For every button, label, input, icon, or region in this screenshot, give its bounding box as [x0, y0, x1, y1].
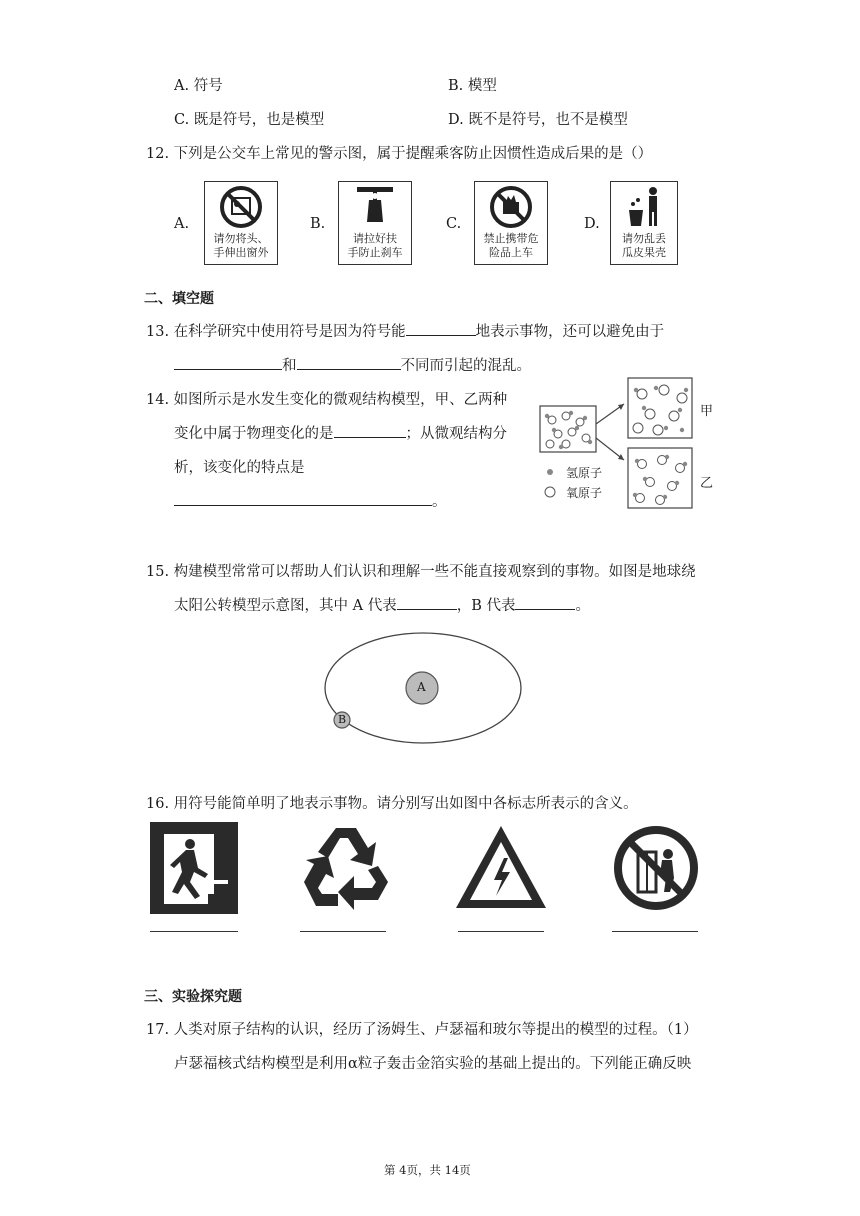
q13-text-1b: 地表示事物，还可以避免由于 — [475, 324, 665, 340]
q14-line-4 — [174, 490, 447, 511]
q11-option-d: D. 既不是符号，也不是模型 — [448, 112, 628, 128]
earth-orbit-diagram — [320, 630, 526, 754]
q12-letter-b: B. — [310, 216, 326, 232]
q13-text-2a: 和 — [282, 358, 297, 374]
electric-hazard-sign — [452, 822, 550, 912]
q13-text-1a: 13. 在科学研究中使用符号是因为符号能 — [146, 324, 406, 340]
answer-line-2[interactable] — [300, 930, 386, 932]
q14-line-3: 析，该变化的特点是 — [174, 460, 305, 476]
q13-line-2 — [174, 354, 531, 375]
sign-d-caption-1: 请勿乱丢 — [622, 232, 666, 245]
legend-oxygen-label: 氧原子 — [566, 486, 603, 500]
legend-hydrogen-label: 氢原子 — [566, 466, 603, 480]
q13-blank-2[interactable] — [174, 368, 282, 370]
q13-blank-3[interactable] — [297, 368, 401, 370]
sign-a-caption-1: 请勿将头、 — [213, 232, 269, 245]
q15-text-2b: ，B 代表 — [456, 598, 516, 614]
sign-c-caption-1: 禁止携带危 — [483, 232, 539, 245]
q11-option-c: C. 既是符号，也是模型 — [174, 112, 325, 128]
answer-line-1[interactable] — [150, 930, 238, 932]
no-leaning-icon — [612, 824, 700, 912]
label-jia: 甲 — [700, 404, 714, 419]
q13-line-1 — [146, 320, 664, 341]
water-change-diagram — [538, 376, 724, 512]
no-head-out-sign — [204, 181, 278, 265]
q11-option-a: A. 符号 — [174, 78, 223, 94]
q15-blank-a[interactable] — [397, 608, 457, 610]
sign-b-caption-2: 手防止刹车 — [347, 246, 403, 259]
q12-letter-a: A. — [174, 216, 190, 232]
hold-handrail-sign — [338, 181, 412, 265]
q12-letter-d: D. — [584, 216, 600, 232]
answer-line-3[interactable] — [458, 930, 544, 932]
high-voltage-icon — [452, 822, 550, 912]
no-dangerous-goods-icon — [475, 182, 547, 232]
recycle-icon — [298, 822, 394, 914]
q12-stem: 12. 下列是公交车上常见的警示图，属于提醒乘客防止因惯性造成后果的是（） — [146, 146, 653, 162]
recycle-sign — [298, 822, 394, 914]
q15-line-1: 15. 构建模型常常可以帮助人们认识和理解一些不能直接观察到的事物。如图是地球绕 — [146, 564, 696, 580]
earth-label-b: B — [338, 713, 347, 726]
handrail-icon — [339, 182, 411, 232]
emergency-exit-sign — [150, 822, 238, 914]
q15-blank-b[interactable] — [515, 608, 575, 610]
sign-c-caption-2: 险品上车 — [489, 246, 533, 259]
q15-text-2c: 。 — [575, 598, 590, 614]
q14-text-2a: 变化中属于物理变化的是 — [174, 426, 334, 442]
q13-text-2b: 不同而引起的混乱。 — [400, 358, 531, 374]
q14-blank-2[interactable] — [174, 504, 432, 506]
page-footer: 第 4页，共 14页 — [384, 1163, 471, 1177]
label-yi: 乙 — [700, 476, 714, 491]
trash-bin-icon — [611, 182, 677, 232]
q15-line-2 — [174, 594, 590, 615]
section-2-heading: 二、填空题 — [144, 291, 214, 307]
q15-text-2a: 太阳公转模型示意图，其中 A 代表 — [174, 598, 397, 614]
sign-b-caption-1: 请拉好扶 — [353, 232, 397, 245]
q16-stem: 16. 用符号能简单明了地表示事物。请分别写出如图中各标志所表示的含义。 — [146, 796, 638, 812]
no-head-out-icon — [205, 182, 277, 232]
no-dangerous-goods-sign — [474, 181, 548, 265]
sun-label-a: A — [417, 680, 426, 694]
no-littering-sign — [610, 181, 678, 265]
q11-option-b: B. 模型 — [448, 78, 497, 94]
q14-line-1: 14. 如图所示是水发生变化的微观结构模型，甲、乙两种 — [146, 392, 508, 408]
answer-line-4[interactable] — [612, 930, 698, 932]
q12-letter-c: C. — [446, 216, 462, 232]
sign-a-caption-2: 手伸出窗外 — [213, 246, 269, 259]
section-3-heading: 三、实验探究题 — [144, 989, 242, 1005]
q17-line-2: 卢瑟福核式结构模型是利用α粒子轰击金箔实验的基础上提出的。下列能正确反映 — [174, 1056, 692, 1072]
sign-d-caption-2: 瓜皮果壳 — [622, 246, 666, 259]
no-leaning-door-sign — [612, 824, 700, 912]
q13-blank-1[interactable] — [406, 334, 476, 336]
emergency-exit-icon — [150, 822, 238, 914]
q14-line-2 — [174, 422, 507, 443]
q14-text-2b: ；从微观结构分 — [405, 426, 507, 442]
q14-text-4: 。 — [432, 494, 447, 510]
q14-blank-1[interactable] — [334, 436, 406, 438]
q17-line-1: 17. 人类对原子结构的认识，经历了汤姆生、卢瑟福和玻尔等提出的模型的过程。（1） — [146, 1022, 698, 1038]
